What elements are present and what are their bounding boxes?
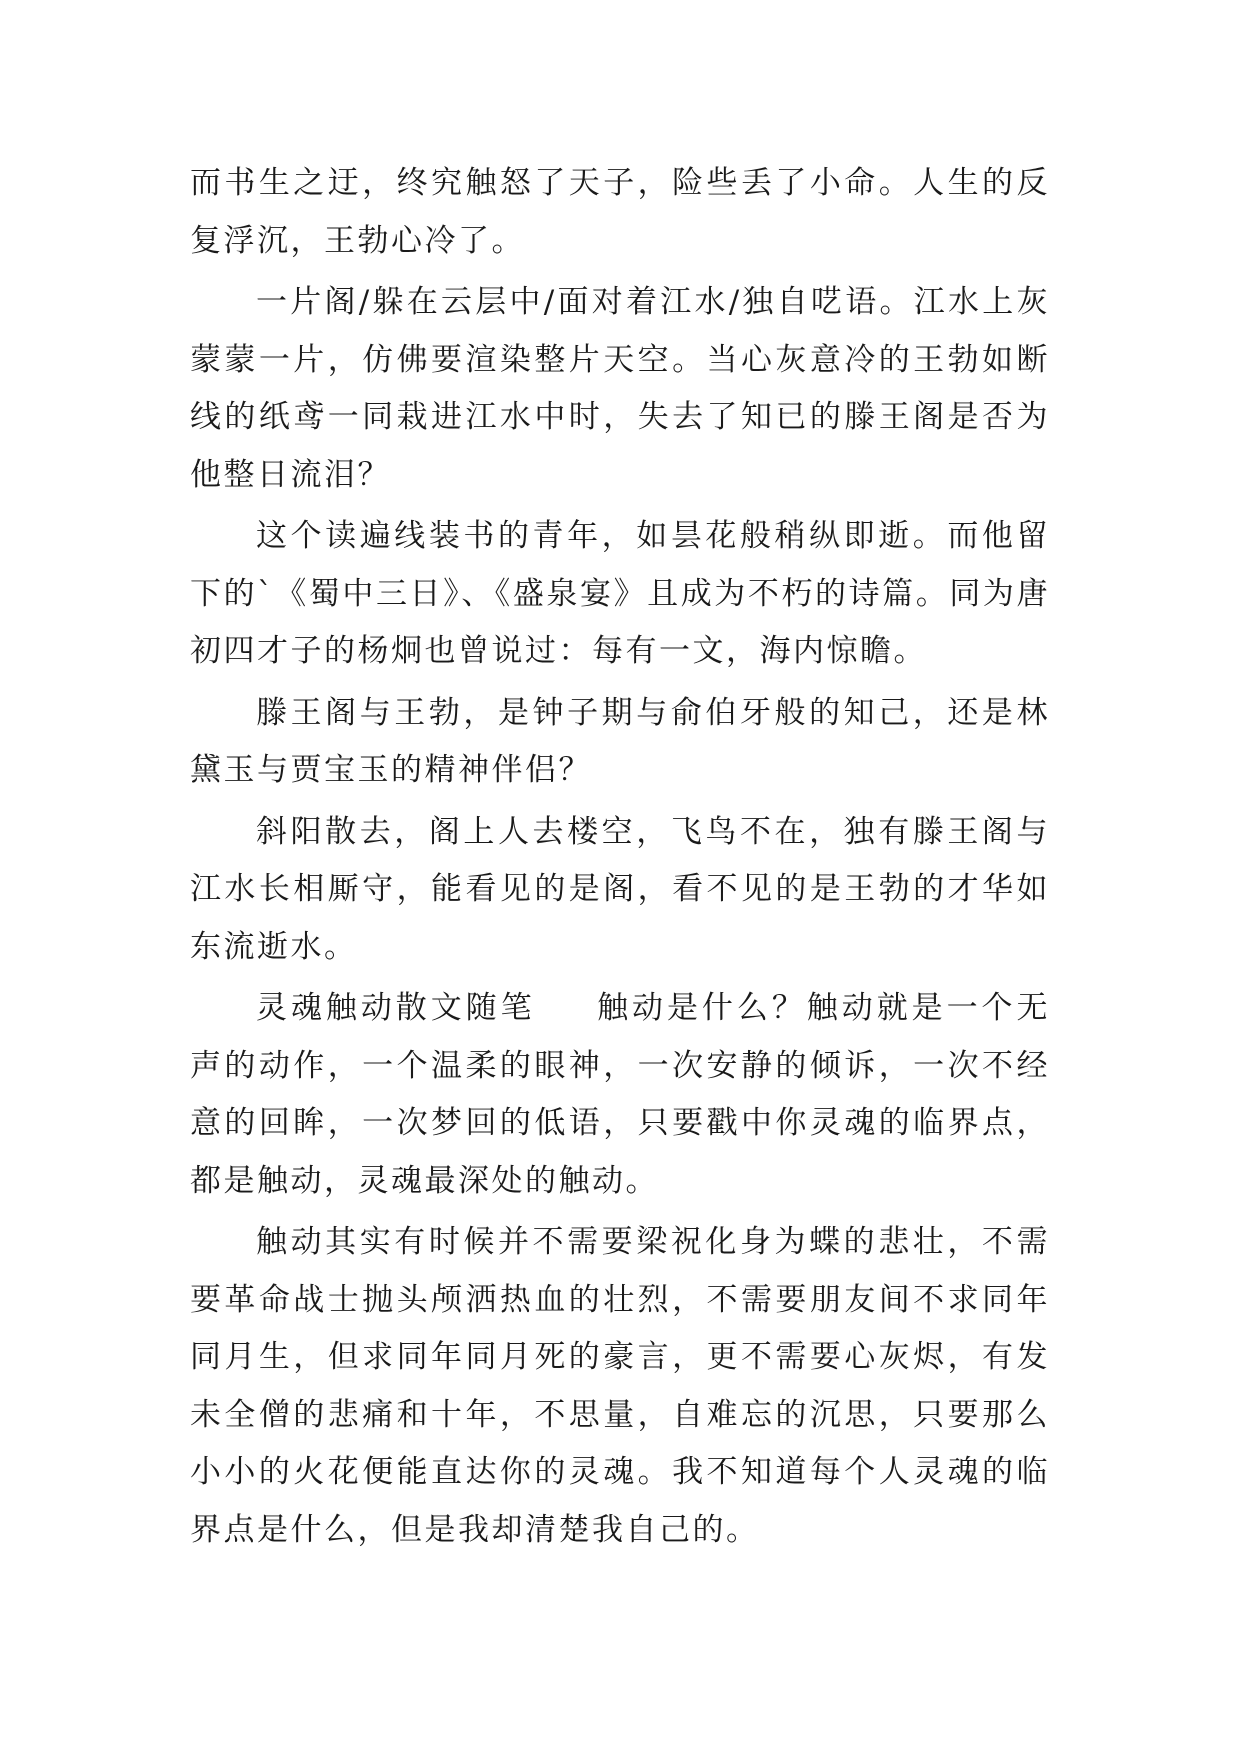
paragraph-6 [190, 980, 1050, 1210]
paragraph-3: 这个读遍线装书的青年，如昙花般稍纵即逝。而他留下的`《蜀中三日》、《盛泉宴》且成为不朽的诗篇。同为唐初四才子的杨炯也曾说过：每有一文，海内惊瞻。 [190, 518, 1050, 669]
paragraph-2: 一片阁/躲在云层中/面对着江水/独自呓语。江水上灰蒙蒙一片，仿佛要渲染整片天空。当心灰意冷的王勃如断线的纸鸢一同栽进江水中时，失去了知已的滕王阁是否为他整日流泪？ [190, 284, 1050, 493]
paragraph-1: 而书生之迂，终究触怒了天子，险些丢了小命。人生的反复浮沉，王勃心冷了。 [190, 165, 1050, 259]
paragraph-7: 触动其实有时候并不需要梁祝化身为蝶的悲壮，不需要革命战士抛头颅洒热血的壮烈，不需要朋友间不求同年同月生，但求同年同月死的豪言，更不需要心灰烬，有发未全僧的悲痛和十年，不思量，自难忘的沉思，只要那么小小的火花便能直达你的灵魂。我不知道每个人灵魂的临界点是什么，但是我却清楚我自己的。 [190, 1224, 1050, 1548]
paragraph-5: 斜阳散去，阁上人去楼空，飞鸟不在，独有滕王阁与江水长相厮守，能看见的是阁，看不见的是王勃的才华如东流逝水。 [190, 813, 1050, 965]
article-title: 灵魂触动散文随笔 [256, 990, 536, 1026]
article-body [190, 155, 1050, 1559]
paragraph-4: 滕王阁与王勃，是钟子期与俞伯牙般的知己，还是林黛玉与贾宝玉的精神伴侣？ [190, 694, 1050, 788]
paragraph-6-text: 触动是什么？触动就是一个无声的动作，一个温柔的眼神，一次安静的倾诉，一次不经意的回眸，一次梦回的低语，只要戳中你灵魂的临界点，都是触动，灵魂最深处的触动。 [190, 990, 1051, 1199]
